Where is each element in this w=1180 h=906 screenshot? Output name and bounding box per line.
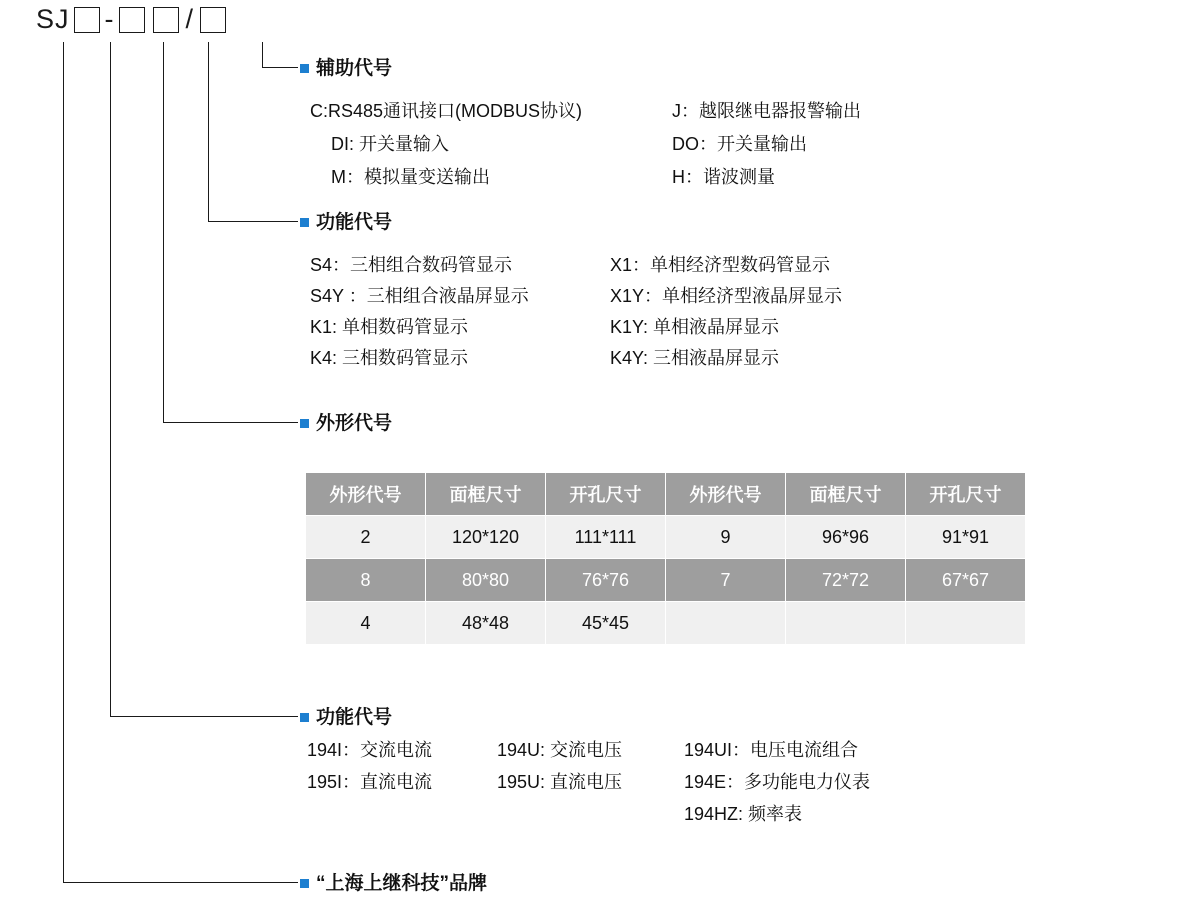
func-type-item-2: 194UI：电压电流组合: [684, 740, 859, 760]
table-cell: 120*120: [426, 516, 546, 559]
aux-item-1: J：越限继电器报警输出: [672, 101, 861, 121]
table-cell: 76*76: [546, 559, 666, 602]
table-header-cell: 外形代号: [306, 473, 426, 516]
table-header-cell: 面框尺寸: [786, 473, 906, 516]
func-type-item-0: 194I：交流电流: [307, 740, 433, 760]
leader-line-brand-vertical: [63, 42, 64, 883]
table-cell-empty: [786, 602, 906, 645]
aux-item-5: H：谐波测量: [672, 167, 775, 187]
func-type-item-3: 195I：直流电流: [307, 772, 433, 792]
table-header-cell: 开孔尺寸: [906, 473, 1026, 516]
table-header-cell: 开孔尺寸: [546, 473, 666, 516]
func-type-item-5: 194E：多功能电力仪表: [684, 772, 871, 792]
table-cell: 9: [666, 516, 786, 559]
model-code-row: [36, 4, 230, 35]
table-cell: 96*96: [786, 516, 906, 559]
model-box-3: [153, 7, 179, 33]
table-cell: 7: [666, 559, 786, 602]
bullet-icon: [300, 713, 309, 722]
leader-line-func-display-vertical: [208, 42, 209, 222]
section-heading-func-type: [300, 708, 392, 727]
leader-line-func-type-horizontal: [110, 716, 298, 717]
func-type-item-6: 194HZ: 频率表: [684, 804, 803, 824]
section-title-func-display: 功能代号: [316, 212, 393, 233]
section-title-shape: 外形代号: [316, 413, 393, 434]
table-cell: 4: [306, 602, 426, 645]
table-cell: 2: [306, 516, 426, 559]
leader-line-aux-vertical: [262, 42, 263, 68]
leader-line-func-type-vertical: [110, 42, 111, 717]
bullet-icon: [300, 218, 309, 227]
section-title-brand: “上海上继科技”品牌: [316, 873, 488, 894]
func-display-item-3: X1Y：单相经济型液晶屏显示: [610, 286, 843, 306]
table-row: [306, 516, 1026, 559]
section-heading-func-display: [300, 213, 392, 232]
model-prefix: SJ: [36, 4, 70, 34]
func-display-item-0: S4：三相组合数码管显示: [310, 255, 513, 275]
func-display-item-6: K4: 三相数码管显示: [310, 348, 469, 368]
func-display-item-1: X1：单相经济型数码管显示: [610, 255, 831, 275]
aux-item-0: C:RS485通讯接口(MODBUS协议): [310, 101, 583, 121]
model-slash: /: [185, 4, 194, 34]
leader-line-shape-horizontal: [163, 422, 298, 423]
leader-line-func-display-horizontal: [208, 221, 298, 222]
bullet-icon: [300, 879, 309, 888]
table-cell-empty: [666, 602, 786, 645]
func-display-item-5: K1Y: 单相液晶屏显示: [610, 317, 780, 337]
bullet-icon: [300, 64, 309, 73]
table-header-row: [306, 473, 1026, 516]
table-cell: 67*67: [906, 559, 1026, 602]
table-cell-empty: [906, 602, 1026, 645]
aux-item-2: DI: 开关量输入: [331, 134, 450, 154]
table-row: [306, 559, 1026, 602]
section-heading-shape: [300, 414, 392, 433]
section-heading-aux: [300, 59, 392, 78]
func-type-item-1: 194U: 交流电压: [497, 740, 623, 760]
section-heading-brand: [300, 874, 487, 893]
model-box-4: [200, 7, 226, 33]
table-cell: 48*48: [426, 602, 546, 645]
func-display-item-4: K1: 单相数码管显示: [310, 317, 469, 337]
table-cell: 8: [306, 559, 426, 602]
func-type-item-4: 195U: 直流电压: [497, 772, 623, 792]
leader-line-aux-horizontal: [262, 67, 298, 68]
model-box-2: [119, 7, 145, 33]
section-title-aux: 辅助代号: [316, 58, 393, 79]
table-header-cell: 面框尺寸: [426, 473, 546, 516]
aux-item-3: DO：开关量输出: [672, 134, 807, 154]
leader-line-shape-vertical: [163, 42, 164, 423]
leader-line-brand-horizontal: [63, 882, 298, 883]
table-cell: 80*80: [426, 559, 546, 602]
table-header-cell: 外形代号: [666, 473, 786, 516]
bullet-icon: [300, 419, 309, 428]
table-row: [306, 602, 1026, 645]
aux-item-4: M：模拟量变送输出: [331, 167, 490, 187]
dimension-table: [305, 472, 1026, 645]
table-cell: 111*111: [546, 516, 666, 559]
table-cell: 45*45: [546, 602, 666, 645]
func-display-item-7: K4Y: 三相液晶屏显示: [610, 348, 780, 368]
table-cell: 91*91: [906, 516, 1026, 559]
model-dash: -: [104, 4, 114, 34]
func-display-item-2: S4Y ：三相组合液晶屏显示: [310, 286, 529, 306]
section-title-func-type: 功能代号: [316, 707, 393, 728]
model-box-1: [74, 7, 100, 33]
table-cell: 72*72: [786, 559, 906, 602]
